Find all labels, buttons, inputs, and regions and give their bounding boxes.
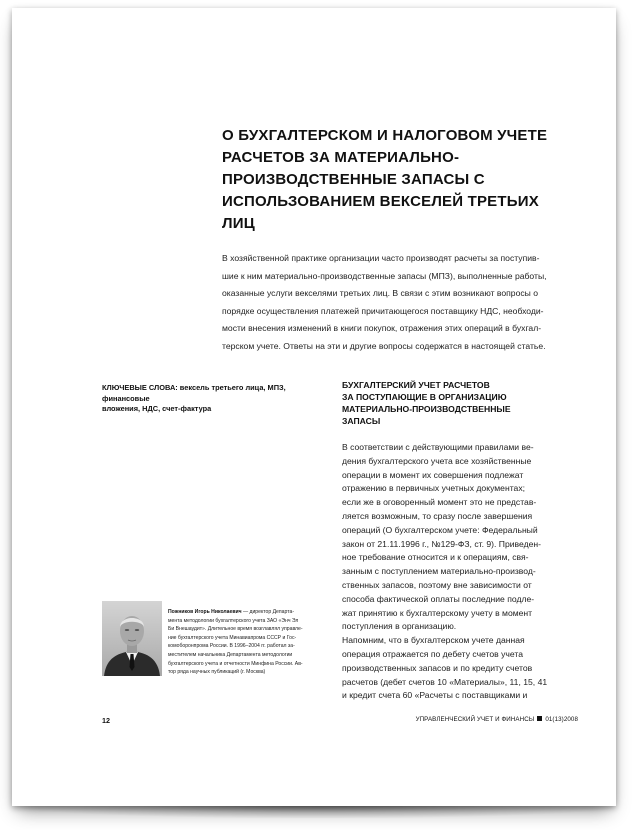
journal-issue: 01(13)2008 <box>545 716 578 723</box>
page-shadow <box>20 804 616 818</box>
journal-footer <box>416 716 578 723</box>
article-intro: В хозяйственной практике организации часто производят расчеты за поступив- шие к ним материально-производственные запасы (МПЗ), выполненные работы, оказанные услуги векселями третьих лиц. В связи с этим возникают вопросы о порядке осуществления платежей причитающегося поставщику НДС, необходи- мости внесения изменений в книги покупок, отражения этих операций в бухгал- терском учете. Ответы на эти и другие вопросы содержатся в настоящей статье. <box>222 253 547 351</box>
square-bullet-icon <box>537 716 542 721</box>
author-photo <box>102 601 162 676</box>
page-number: 12 <box>102 716 110 725</box>
article-title: О БУХГАЛТЕРСКОМ И НАЛОГОВОМ УЧЕТЕ РАСЧЕТОВ ЗА МАТЕРИАЛЬНО- ПРОИЗВОДСТВЕННЫЕ ЗАПАСЫ С ИСПОЛЬЗОВАНИЕМ ВЕКСЕЛЕЙ ТРЕТЬИХ ЛИЦ <box>222 127 548 232</box>
journal-name: УПРАВЛЕНЧЕСКИЙ УЧЕТ И ФИНАНСЫ <box>415 716 535 723</box>
author-name: Пожников Игорь Николаевич <box>168 609 242 615</box>
keywords: КЛЮЧЕВЫЕ СЛОВА: вексель третьего лица, МПЗ, финансовые вложения, НДС, счет-фактура <box>102 383 286 413</box>
section-heading: БУХГАЛТЕРСКИЙ УЧЕТ РАСЧЕТОВ ЗА ПОСТУПАЮЩИЕ В ОРГАНИЗАЦИЮ МАТЕРИАЛЬНО-ПРОИЗВОДСТВЕННЫЕ ЗАПАСЫ <box>342 380 511 426</box>
author-bio <box>168 608 320 677</box>
author-description: — директор Департа- мента методологии бухгалтерского учета ЗАО «Энч Эл Би Внешаудит». Длительное время возглавлял управле- ние бухгалтерского учета Минавиапрома СССР и Гос- комоборонпрома России. В 1996–2004 гг. работал за- местителем начальника Департамента методологии бухгалтерского учета и отчетности Минфина России. Ав- тор ряда научных публикаций (г. Москва) <box>168 609 303 676</box>
body-text: В соответствии с действующими правилами ве- дения бухгалтерского учета все хозяйственные операции в момент их совершения подлежат отражению в первичных учетных документах; если же в оговоренный момент это не представ- ляется возможным, то сразу после завершения операций (О бухгалтерском учете: Федеральный закон от 21.11.1996 г., №129-ФЗ, ст. 9). Приведен- ное требование относится и к операциям, свя- занным с поступлением материально-производ- ственных запасов, поэтому вне зависимости от способа фактической оплаты последние подле- жат принятию к бухгалтерскому учету в момент поступления в организацию. Напомним, что в бухгалтерском учете данная операция отражается по дебету счетов учета производственных запасов и по кредиту счетов расчетов (дебет счетов 10 «Материалы», 11, 15, 41 и кредит счета 60 «Расчеты с поставщиками и <box>342 442 548 701</box>
